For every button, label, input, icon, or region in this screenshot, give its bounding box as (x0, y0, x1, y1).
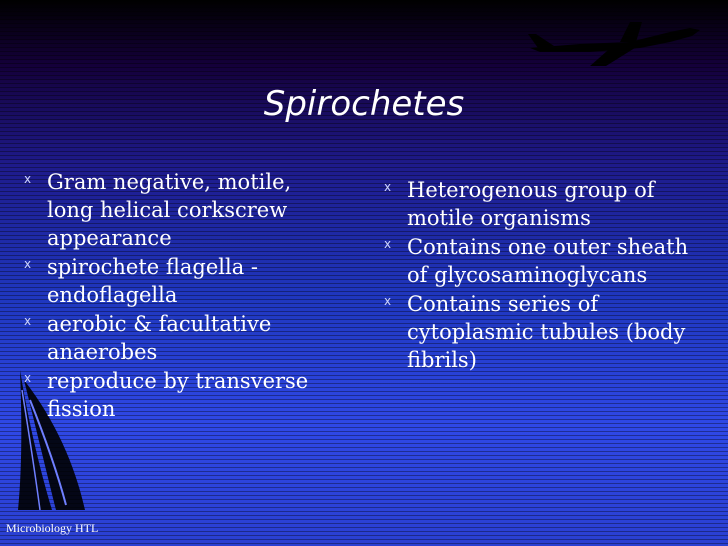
bullet-marker: x (384, 180, 392, 194)
bullet-text: aerobic & facultative anaerobes (47, 312, 272, 364)
bullet-marker: x (384, 294, 392, 308)
bullet-text: Contains series of cytoplasmic tubules (body fibrils) (407, 292, 686, 372)
bullet-text: Contains one outer sheath of glycosaminoglycans (407, 235, 689, 287)
bullet-item (24, 310, 344, 366)
bullet-item (384, 176, 704, 232)
slide-title: Spirochetes (263, 84, 465, 124)
airplane-icon (520, 8, 710, 68)
bullet-marker: x (24, 172, 32, 186)
bullet-item (24, 253, 344, 309)
bullet-item (24, 367, 344, 423)
bullet-marker: x (24, 371, 32, 385)
footer-text: Microbiology HTL (6, 521, 99, 535)
bullet-item (384, 233, 704, 289)
bullet-marker: x (384, 237, 392, 251)
bullet-text: reproduce by transverse fission (47, 369, 309, 421)
bullet-item (24, 168, 344, 252)
bullet-marker: x (24, 257, 32, 271)
bullet-text: spirochete flagella - endoflagella (47, 255, 258, 307)
bullet-text: Heterogenous group of motile organisms (407, 178, 655, 230)
left-bullet-list (24, 168, 344, 424)
bullet-item (384, 290, 704, 374)
bullet-marker: x (24, 314, 32, 328)
right-bullet-list (384, 176, 704, 375)
bullet-text: Gram negative, motile, long helical corkscrew appearance (47, 170, 292, 250)
